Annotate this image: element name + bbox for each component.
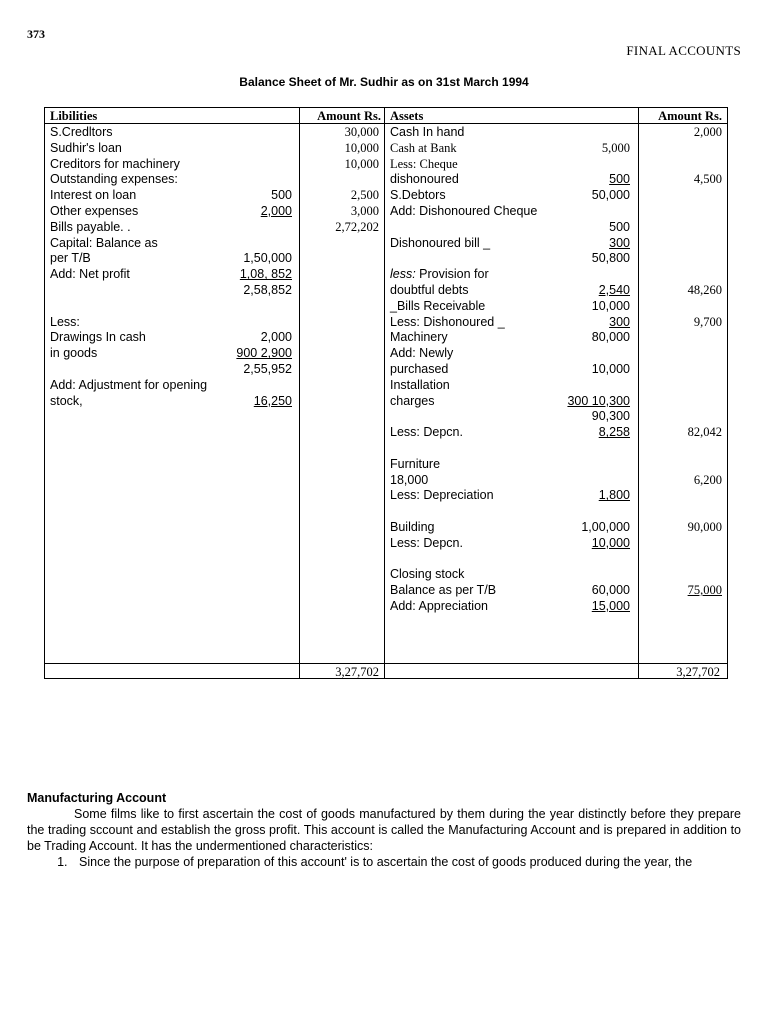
asset-label-text: Less: Depcn. xyxy=(390,535,463,550)
asset-label xyxy=(390,156,458,172)
asset-label xyxy=(390,345,453,361)
asset-label xyxy=(390,171,459,187)
asset-label xyxy=(390,329,448,345)
asset-label xyxy=(390,393,434,409)
liability-label: Other expenses xyxy=(50,204,139,218)
asset-sub-amount: 300 xyxy=(609,235,630,250)
liability-label: Creditors for machinery xyxy=(50,156,180,171)
total-divider xyxy=(45,663,727,664)
liability-label: Add: Net profit xyxy=(50,267,130,282)
liability-label: in goods xyxy=(50,346,98,361)
asset-label-text: Less: Dishonoured _ xyxy=(390,314,505,329)
liability-amount: 30,000 xyxy=(344,125,379,139)
liability-amount: 10,000 xyxy=(344,156,379,171)
liability-label: per T/B xyxy=(50,251,91,266)
header-liabilities: Libilities xyxy=(50,109,98,123)
asset-label xyxy=(390,456,440,472)
asset-label-text: dishonoured xyxy=(390,172,459,187)
column-divider xyxy=(638,108,639,678)
asset-label xyxy=(390,203,537,219)
asset-label xyxy=(390,424,463,440)
asset-label xyxy=(390,266,489,282)
asset-sub-amount: 300 xyxy=(609,314,630,329)
asset-label xyxy=(390,519,434,535)
asset-amount: 82,042 xyxy=(687,425,722,440)
header-assets: Assets xyxy=(390,109,424,123)
asset-label-text: Provision for xyxy=(415,267,489,282)
liability-sub-amount: 1,08, 852 xyxy=(239,267,292,282)
column-divider xyxy=(384,108,385,678)
asset-sub-amount: 50,000 xyxy=(591,188,630,203)
asset-label xyxy=(390,535,463,551)
asset-label xyxy=(390,235,490,251)
asset-label-text: Add: Dishonoured Cheque xyxy=(390,204,538,218)
asset-label xyxy=(390,187,446,203)
asset-sub-amount: 10,000 xyxy=(591,362,630,376)
asset-sub-amount: 2,540 xyxy=(598,283,630,297)
asset-label-text: Furniture xyxy=(390,456,441,471)
asset-label xyxy=(390,598,488,614)
asset-sub-amount: 10,000 xyxy=(591,298,630,313)
asset-label xyxy=(390,140,457,156)
liability-amount: 10,000 xyxy=(344,140,379,155)
asset-label-text: Add: Appreciation xyxy=(390,599,488,613)
asset-sub-amount: 500 xyxy=(609,172,630,187)
asset-amount: 2,000 xyxy=(693,125,722,139)
column-divider xyxy=(299,108,300,678)
asset-label xyxy=(390,487,494,503)
running-head: FINAL ACCOUNTS xyxy=(626,43,741,58)
asset-label xyxy=(390,361,448,377)
asset-amount: 6,200 xyxy=(693,472,722,487)
asset-sub-amount: 90,300 xyxy=(591,409,630,424)
liability-sub-amount: 2,000 xyxy=(260,330,292,345)
asset-label-emphasis: less: xyxy=(390,267,416,282)
asset-amount: 75,000 xyxy=(687,583,722,598)
liability-sub-amount: 900 2,900 xyxy=(236,346,292,361)
total-liabilities: 3,27,702 xyxy=(335,665,379,679)
liability-label: Add: Adjustment for opening xyxy=(50,377,208,392)
asset-label-text: Balance as per T/B xyxy=(390,583,497,598)
asset-label-text: Dishonoured bill _ xyxy=(390,235,491,250)
asset-sub-amount: 300 10,300 xyxy=(567,393,630,408)
asset-sub-amount: 80,000 xyxy=(591,330,630,345)
asset-label-text: charges xyxy=(390,393,435,408)
asset-label-text: Less: Cheque xyxy=(390,156,458,171)
asset-label xyxy=(390,314,505,330)
asset-label-text: Less: Depcn. xyxy=(390,425,463,440)
liability-sub-amount: 2,58,852 xyxy=(243,283,292,297)
liability-label: Drawings In cash xyxy=(50,330,146,345)
manufacturing-section xyxy=(27,790,741,870)
list-item: 1. Since the purpose of preparation of this account' is to ascertain the cost of goods produced during the year, the xyxy=(71,854,741,870)
liability-label: Outstanding expenses: xyxy=(50,172,178,187)
liability-sub-amount: 500 xyxy=(271,188,292,203)
asset-label xyxy=(390,582,496,598)
asset-sub-amount: 1,800 xyxy=(598,488,630,503)
balance-sheet-title: Balance Sheet of Mr. Sudhir as on 31st March 1994 xyxy=(239,75,529,89)
asset-sub-amount: 15,000 xyxy=(591,599,630,613)
asset-sub-amount: 5,000 xyxy=(601,140,630,155)
header-amount-left: Amount Rs. xyxy=(317,109,381,123)
asset-label xyxy=(390,472,428,488)
total-assets: 3,27,702 xyxy=(676,665,720,679)
asset-amount: 90,000 xyxy=(687,520,722,534)
asset-label-text: _Bills Receivable xyxy=(390,298,486,313)
liability-amount: 2,72,202 xyxy=(335,219,379,234)
liability-sub-amount: 1,50,000 xyxy=(243,251,292,266)
liability-sub-amount: 16,250 xyxy=(253,393,292,408)
asset-label-text: Less: Depreciation xyxy=(390,488,494,503)
asset-label-text: S.Debtors xyxy=(390,188,446,203)
asset-amount: 48,260 xyxy=(687,283,722,297)
asset-amount: 4,500 xyxy=(693,172,722,187)
asset-sub-amount: 50,800 xyxy=(591,251,630,266)
liability-label: Interest on loan xyxy=(50,188,137,203)
asset-label-text: Closing stock xyxy=(390,567,465,582)
asset-label xyxy=(390,298,485,314)
asset-sub-amount: 1,00,000 xyxy=(581,520,630,534)
asset-label-text: 18,000 xyxy=(390,472,429,487)
asset-label-text: purchased xyxy=(390,362,449,376)
liability-label: Capital: Balance as xyxy=(50,235,158,250)
asset-label xyxy=(390,377,450,393)
asset-label xyxy=(390,124,464,140)
section-heading: Manufacturing Account xyxy=(27,791,167,805)
asset-label-text: Cash In hand xyxy=(390,125,465,139)
liability-amount: 2,500 xyxy=(350,188,379,203)
asset-sub-amount: 500 xyxy=(609,219,630,234)
liability-label: S.Credltors xyxy=(50,125,113,139)
asset-label-text: Cash at Bank xyxy=(390,140,457,155)
asset-sub-amount: 8,258 xyxy=(598,425,630,440)
asset-sub-amount: 60,000 xyxy=(591,583,630,598)
asset-label-text: Installation xyxy=(390,377,450,392)
balance-sheet-table xyxy=(44,107,728,679)
liability-label: Bills payable. . xyxy=(50,219,131,234)
asset-label-text: Add: Newly xyxy=(390,346,454,361)
asset-label-text: Machinery xyxy=(390,330,448,345)
header-amount-right: Amount Rs. xyxy=(658,109,722,123)
asset-label-text: Building xyxy=(390,520,435,534)
liability-amount: 3,000 xyxy=(350,204,379,218)
section-paragraph: Some films like to first ascertain the cost of goods manufactured by them during the year distinctly before they prepare the trading sccount and establish the gross profit. This account is called the Manufacturing Account and is prepared in addition to be Trading Account. It has the undermentioned characteristics: xyxy=(27,807,741,853)
asset-amount: 9,700 xyxy=(693,314,722,329)
liability-label: stock, xyxy=(50,393,83,408)
liability-sub-amount: 2,000 xyxy=(260,204,292,218)
liability-label: Less: xyxy=(50,314,80,329)
asset-sub-amount: 10,000 xyxy=(591,535,630,550)
asset-label xyxy=(390,282,469,298)
characteristics-list xyxy=(27,854,741,870)
page-number: 373 xyxy=(27,27,45,41)
liability-label: Sudhir's loan xyxy=(50,140,122,155)
liability-sub-amount: 2,55,952 xyxy=(243,362,292,376)
header-divider xyxy=(45,123,727,124)
asset-label-text: doubtful debts xyxy=(390,283,469,297)
asset-label xyxy=(390,566,464,582)
